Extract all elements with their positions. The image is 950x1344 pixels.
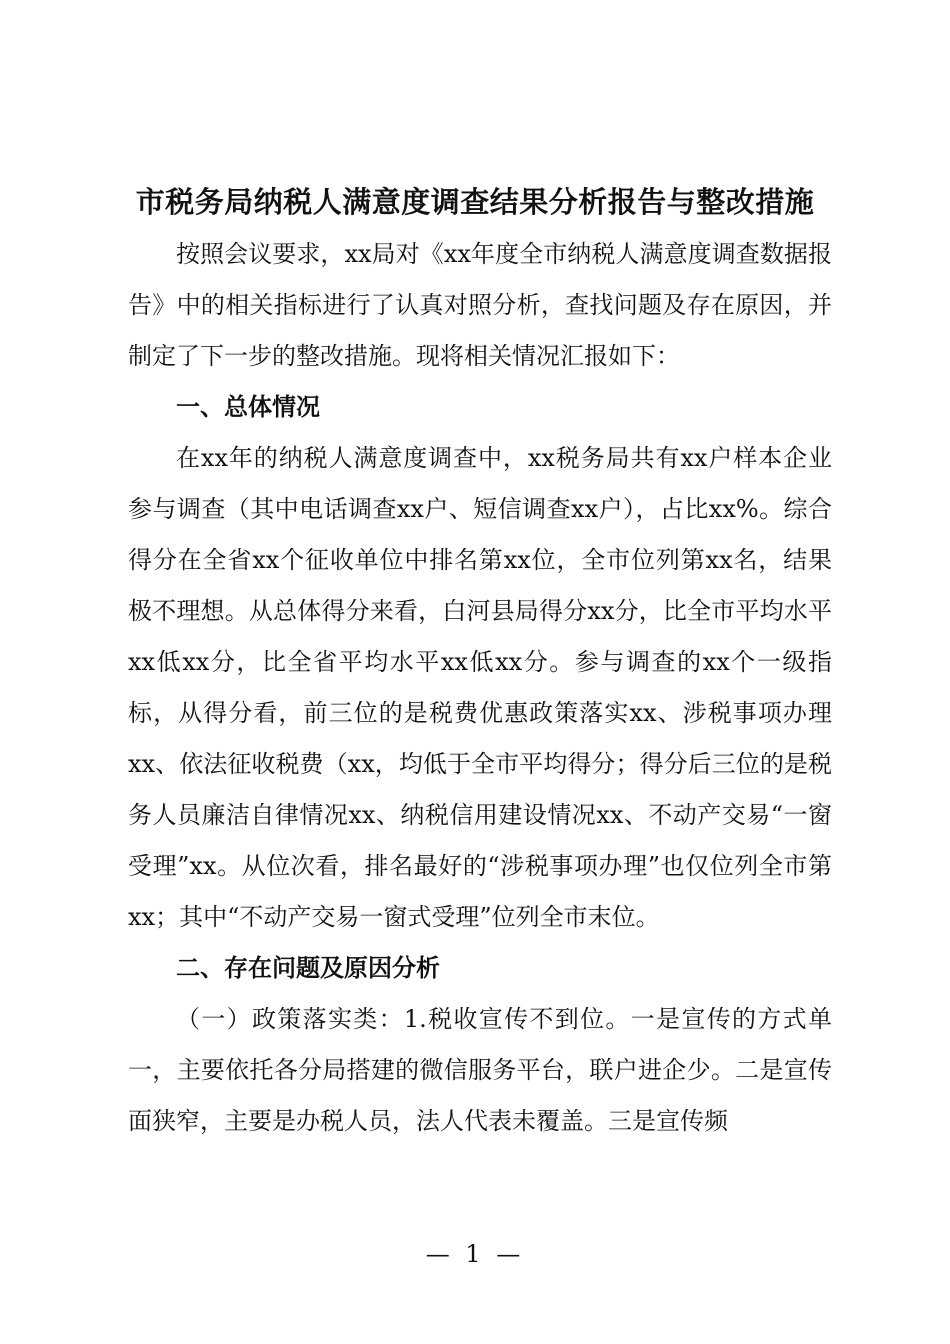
- document-body: [128, 229, 832, 1147]
- intro-paragraph: 按照会议要求，xx局对《xx年度全市纳税人满意度调查数据报告》中的相关指标进行了认真对照分析，查找问题及存在原因，并制定了下一步的整改措施。现将相关情况汇报如下：: [128, 240, 832, 370]
- section-heading-problems: 二、存在问题及原因分析: [176, 954, 440, 982]
- page-number: — 1 —: [425, 1240, 525, 1268]
- section-heading-overview: 一、总体情况: [176, 393, 320, 421]
- problems-paragraph: （一）政策落实类：1.税收宣传不到位。一是宣传的方式单一，主要依托各分局搭建的微信服务平台，联户进企少。二是宣传面狭窄，主要是办税人员，法人代表未覆盖。三是宣传频: [128, 1005, 832, 1135]
- overview-paragraph: 在xx年的纳税人满意度调查中，xx税务局共有xx户样本企业参与调查（其中电话调查xx户、短信调查xx户），占比xx%。综合得分在全省xx个征收单位中排名第xx位，全市位列第xx名，结果极不理想。从总体得分来看，白河县局得分xx分，比全市平均水平xx低xx分，比全省平均水平xx低xx分。参与调查的xx个一级指标，从得分看，前三位的是税费优惠政策落实xx、涉税事项办理xx、依法征收税费（xx，均低于全市平均得分；得分后三位的是税务人员廉洁自律情况xx、纳税信用建设情况xx、不动产交易“一窗受理”xx。从位次看，排名最好的“涉税事项办理”也仅位列全市第xx；其中“不动产交易一窗式受理”位列全市末位。: [128, 444, 832, 931]
- document-title: 市税务局纳税人满意度调查结果分析报告与整改措施: [135, 185, 815, 219]
